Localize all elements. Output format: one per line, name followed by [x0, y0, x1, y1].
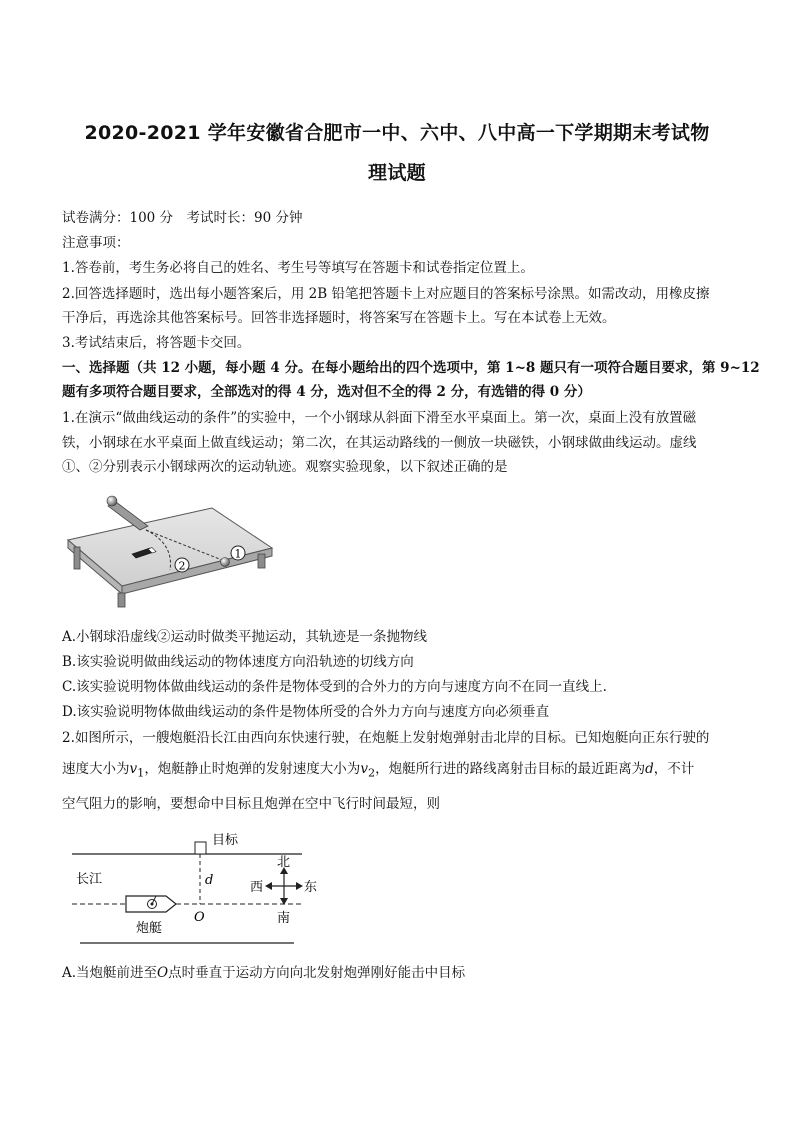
ball-end — [221, 558, 230, 567]
river-label: 长江 — [76, 872, 103, 887]
table-leg — [118, 593, 125, 607]
q1-option-c: C.该实验说明物体做曲线运动的条件是物体受到的合外力的方向与速度方向不在同一直线上. — [62, 679, 607, 695]
q2-stem-text: ，炮艇静止时炮弹的发射速度大小为 — [144, 761, 361, 777]
incline-ramp — [108, 502, 148, 530]
compass-south-label: 南 — [277, 911, 291, 926]
var-v1-sub: 1 — [137, 766, 145, 780]
score-time-info: 试卷满分：100 分 考试时长：90 分钟 — [62, 210, 303, 226]
q2-option-a-text: A.当炮艇前进至 — [62, 965, 158, 981]
exam-title-line2: 理试题 — [368, 162, 426, 184]
section-heading-line2: 题有多项符合题目要求，全部选对的得 4 分，选对但不全的得 2 分，有选错的得 0 分） — [62, 384, 591, 400]
q2-stem-line1: 2.如图所示，一艘炮艇沿长江由西向东快速行驶，在炮艇上发射炮弹射击北岸的目标。已知炮艇向正东行驶的 — [62, 730, 710, 746]
ball-on-ramp — [107, 496, 117, 506]
target-label: 目标 — [212, 833, 239, 848]
notice-heading: 注意事项： — [62, 235, 130, 251]
q1-option-b: B.该实验说明做曲线运动的物体速度方向沿轨迹的切线方向 — [62, 654, 414, 670]
q2-option-a — [62, 963, 734, 983]
notice-item-2-cont: 干净后，再选涂其他答案标号。回答非选择题时，将答案写在答题卡上。写在本试卷上无效。 — [62, 310, 616, 326]
var-o: O — [157, 965, 169, 981]
q2-option-a-text: 点时垂直于运动方向向北发射炮弹刚好能击中目标 — [168, 965, 466, 981]
q1-option-a: A.小钢球沿虚线②运动时做类平抛运动，其轨迹是一条抛物线 — [62, 629, 428, 645]
q1-stem-line3: ①、②分别表示小钢球两次的运动轨迹。观察实验现象，以下叙述正确的是 — [62, 459, 508, 475]
var-v2-sub: 2 — [367, 766, 376, 780]
compass-east-label: 东 — [304, 880, 318, 895]
compass-west-label: 西 — [250, 880, 264, 895]
var-v1: v — [129, 761, 138, 777]
table-leg — [258, 554, 265, 568]
var-d: d — [645, 761, 654, 777]
q1-figure — [62, 490, 277, 610]
q2-stem-text: ，不计 — [653, 761, 695, 777]
boat-label: 炮艇 — [136, 921, 163, 936]
table-leg — [74, 547, 80, 569]
exam-title-line1: 2020-2021 学年安徽省合肥市一中、六中、八中高一下学期期末考试物 — [84, 122, 710, 144]
compass-arrow-east — [296, 882, 303, 890]
notice-item-1: 1.答卷前，考生务必将自己的姓名、考生号等填写在答题卡和试卷指定位置上。 — [62, 260, 534, 276]
q1-option-d: D.该实验说明物体做曲线运动的条件是物体所受的合外力方向与速度方向必须垂直 — [62, 704, 550, 720]
point-o-label: O — [194, 910, 205, 925]
q1-stem-line2: 铁，小钢球在水平桌面上做直线运动；第二次，在其运动路线的一侧放一块磁铁，小钢球做曲线运动。虚线 — [62, 435, 697, 451]
section-heading-line1: 一、选择题（共 12 小题，每小题 4 分。在每小题给出的四个选项中，第 1~8 题只有一项符合题目要求，第 9~12 — [62, 360, 760, 376]
q2-stem-text: ，炮艇所行进的路线离射击目标的最近距离为 — [375, 761, 646, 777]
compass-arrow-west — [265, 882, 272, 890]
river-boat-diagram — [62, 826, 318, 948]
notice-item-3: 3.考试结束后，将答题卡交回。 — [62, 335, 251, 351]
q2-stem-line3: 空气阻力的影响，要想命中目标且炮弹在空中飞行时间最短，则 — [62, 796, 440, 812]
q2-stem-text: 速度大小为 — [62, 761, 130, 777]
table-experiment-diagram — [62, 490, 277, 610]
q2-stem-line2 — [62, 759, 734, 784]
target-box — [195, 842, 206, 854]
distance-label: d — [205, 873, 214, 888]
q2-figure — [62, 826, 318, 948]
compass-north-label: 北 — [277, 855, 291, 870]
notice-item-2: 2.回答选择题时，选出每小题答案后，用 2B 铅笔把答题卡上对应题目的答案标号涂黑。如需改动，用橡皮擦 — [62, 286, 710, 302]
label-path-1: 1 — [234, 547, 242, 561]
q1-stem-line1: 1.在演示“做曲线运动的条件”的实验中，一个小钢球从斜面下滑至水平桌面上。第一次，桌面上没有放置磁 — [62, 410, 697, 426]
var-v2: v — [360, 761, 368, 777]
label-path-2: 2 — [178, 559, 186, 573]
